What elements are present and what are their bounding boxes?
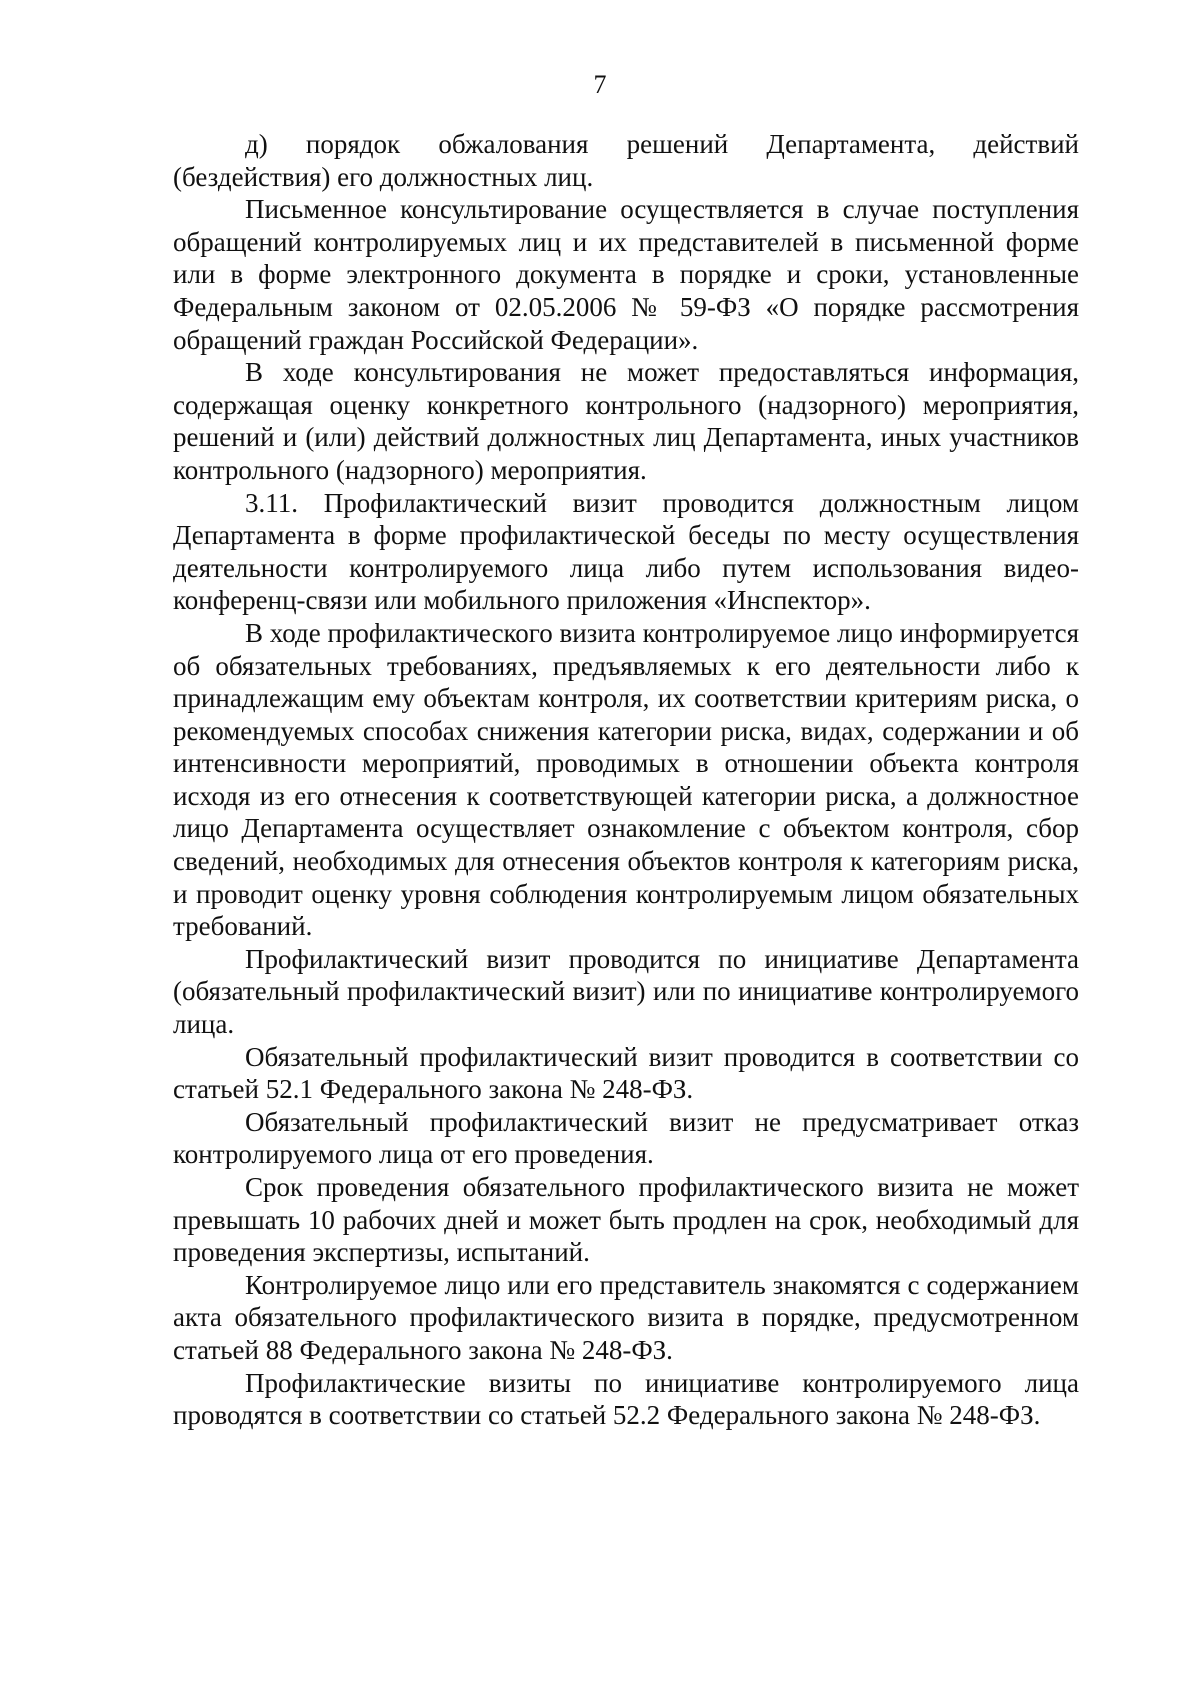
- paragraph-visit-initiative: Профилактический визит проводится по инициативе Департамента (обязательный профилактический визит) или по инициативе контролируемого лица.: [173, 943, 1079, 1040]
- paragraph-written-consulting: Письменное консультирование осуществляется в случае поступления обращений контролируемых лиц и их представителей в письменной форме или в форме электронного документа в порядке и сроки, установленные Федеральным законом от 02.05.2006 № 59-ФЗ «О порядке рассмотрения обращений граждан Российской Федерации».: [173, 194, 1079, 355]
- paragraph-appeal-procedure: д) порядок обжалования решений Департамента, действий (бездействия) его должностных лиц.: [173, 129, 1079, 192]
- document-body: [173, 128, 1079, 1432]
- paragraph-mandatory-visit-refusal: Обязательный профилактический визит не предусматривает отказ контролируемого лица от его проведения.: [173, 1106, 1079, 1170]
- paragraph-visit-duration: Срок проведения обязательного профилактического визита не может превышать 10 рабочих дней и может быть продлен на срок, необходимый для проведения экспертизы, испытаний.: [173, 1172, 1079, 1268]
- paragraph-visit-content: В ходе профилактического визита контролируемое лицо информируется об обязательных требованиях, предъявляемых к его деятельности либо к принадлежащим ему объектам контроля, их соответствии критериям риска, о рекомендуемых способах снижения категории риска, видах, содержании и об интенсивности мероприятий, проводимых в отношении объекта контроля исходя из его отнесения к соответствующей категории риска, а должностное лицо Департамента осуществляет ознакомление с объектом контроля, сбор сведений, необходимых для отнесения объектов контроля к категориям риска, и проводит оценку уровня соблюдения контролируемым лицом обязательных требований.: [173, 617, 1079, 942]
- paragraph-visit-act: Контролируемое лицо или его представитель знакомятся с содержанием акта обязательного профилактического визита в порядке, предусмотренном статьей 88 Федерального закона № 248-ФЗ.: [173, 1269, 1079, 1365]
- paragraph-mandatory-visit-article: Обязательный профилактический визит проводится в соответствии со статьей 52.1 Федерального закона № 248-ФЗ.: [173, 1041, 1079, 1105]
- paragraph-initiative-visits: Профилактические визиты по инициативе контролируемого лица проводятся в соответствии со статьей 52.2 Федерального закона № 248-ФЗ.: [173, 1367, 1079, 1431]
- page-number: 7: [593, 70, 607, 99]
- paragraph-section-3-11: 3.11. Профилактический визит проводится должностным лицом Департамента в форме профилактической беседы по месту осуществления деятельности контролируемого лица либо путем использования видео-конференц-связи или мобильного приложения «Инспектор».: [173, 487, 1079, 616]
- paragraph-consulting-restrictions: В ходе консультирования не может предоставляться информация, содержащая оценку конкретного контрольного (надзорного) мероприятия, решений и (или) действий должностных лиц Департамента, иных участников контрольного (надзорного) мероприятия.: [173, 357, 1079, 485]
